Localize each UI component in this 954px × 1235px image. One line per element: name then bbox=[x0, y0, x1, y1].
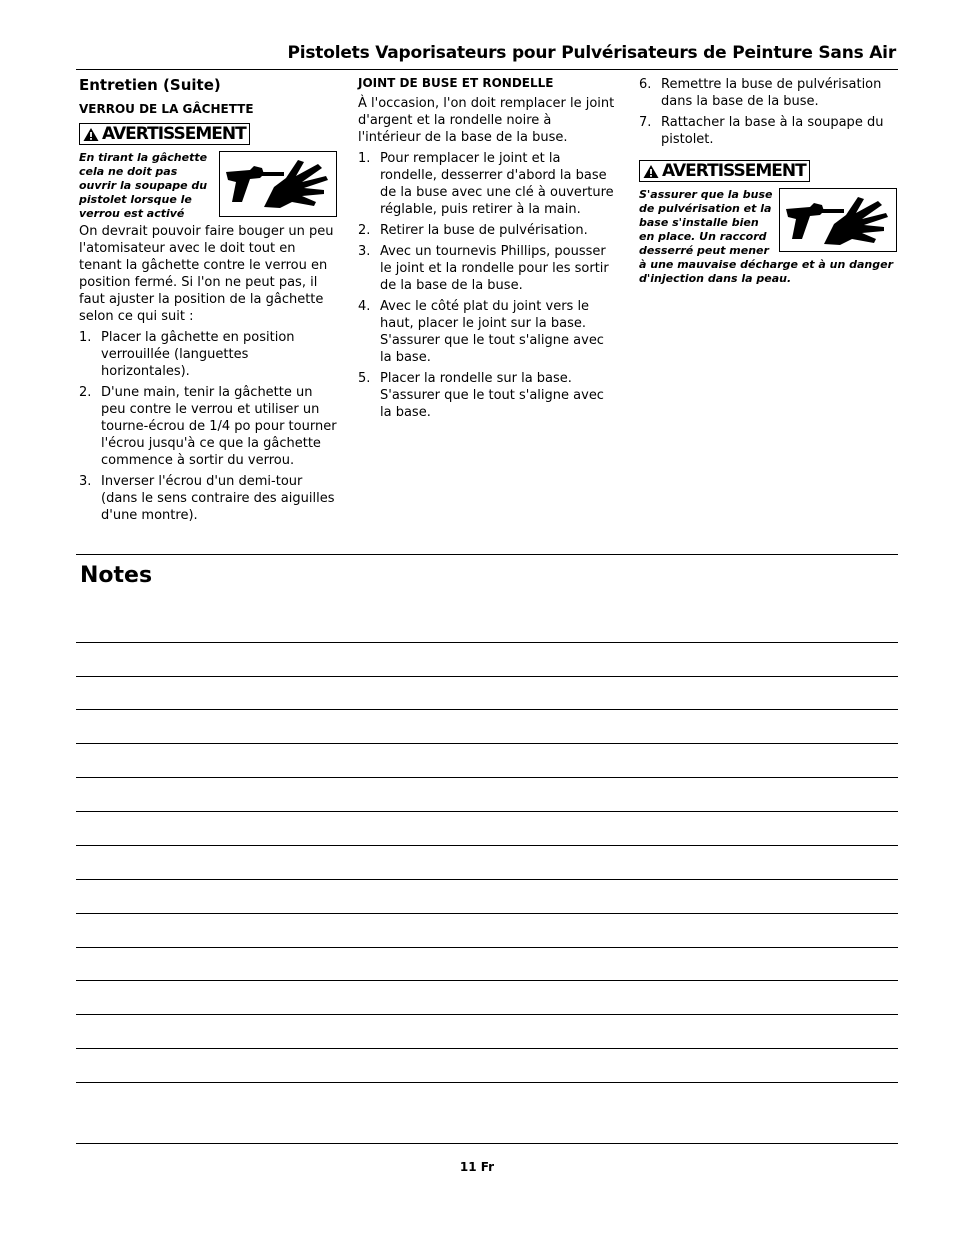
list-item: 3. Avec un tournevis Phillips, pousser le joint et la rondelle pour les sortir de la base de la buse. bbox=[358, 244, 609, 293]
header-rule bbox=[76, 69, 898, 70]
note-line bbox=[76, 642, 898, 643]
list-item: 4. Avec le côté plat du joint vers le haut, placer le joint sur la base. S'assurer que le tout s'aligne avec la base. bbox=[358, 299, 604, 365]
warning-text: En tirant la gâchette cela ne doit pas ouvrir la soupape du pistolet lorsque le verrou est activé bbox=[79, 151, 208, 220]
intro-paragraph: On devrait pouvoir faire bouger un peu l'atomisateur avec le doit tout en tenant la gâchette contre le verrou en position fermé. Si l'on ne peut pas, il faut ajuster la position de la gâchette selon ce qui suit : bbox=[79, 224, 334, 324]
warning-triangle-icon bbox=[643, 164, 659, 179]
note-line bbox=[76, 676, 898, 677]
list-item: 6. Remettre la buse de pulvérisation dans la base de la buse. bbox=[639, 77, 882, 109]
column-trigger-lock bbox=[79, 76, 337, 528]
note-line bbox=[76, 913, 898, 914]
page-header-title: Pistolets Vaporisateurs pour Pulvérisateurs de Peinture Sans Air bbox=[287, 43, 896, 63]
gun-hand-icon bbox=[219, 151, 337, 217]
note-line bbox=[76, 743, 898, 744]
list-item: 3. Inverser l'écrou d'un demi-tour (dans le sens contraire des aiguilles d'une montre). bbox=[79, 474, 335, 523]
steps-list bbox=[639, 76, 897, 148]
warning-block bbox=[639, 188, 897, 286]
steps-list bbox=[358, 150, 616, 421]
list-item: 5. Placer la rondelle sur la base. S'assurer que le tout s'aligne avec la base. bbox=[358, 371, 604, 420]
list-item: 2. D'une main, tenir la gâchette un peu contre le verrou et utiliser un tourne-écrou de 1/4 po pour tourner l'écrou jusqu'à ce que la gâchette commence à sortir du verrou. bbox=[79, 385, 337, 468]
footer-rule bbox=[76, 1143, 898, 1144]
warning-label bbox=[639, 160, 810, 182]
list-item: 7. Rattacher la base à la soupape du pistolet. bbox=[639, 115, 884, 147]
page-number: 11 Fr bbox=[459, 1160, 495, 1174]
note-line bbox=[76, 811, 898, 812]
warning-label bbox=[79, 123, 250, 145]
note-line bbox=[76, 947, 898, 948]
column-reassembly bbox=[639, 76, 897, 286]
note-line bbox=[76, 709, 898, 710]
note-line bbox=[76, 879, 898, 880]
note-line bbox=[76, 980, 898, 981]
note-line bbox=[76, 845, 898, 846]
note-line bbox=[76, 1082, 898, 1083]
list-item: 2. Retirer la buse de pulvérisation. bbox=[358, 223, 588, 238]
warning-triangle-icon bbox=[83, 127, 99, 142]
subsection-heading: VERROU DE LA GÂCHETTE bbox=[79, 102, 254, 116]
column-nozzle-seal bbox=[358, 76, 616, 425]
subsection-heading: JOINT DE BUSE ET RONDELLE bbox=[358, 76, 554, 90]
list-item: 1. Pour remplacer le joint et la rondelle, desserrer d'abord la base de la buse avec une clé à ouverture réglable, puis retirer à la main. bbox=[358, 151, 614, 217]
warning-block bbox=[79, 151, 337, 221]
note-line bbox=[76, 1048, 898, 1049]
notes-title: Notes bbox=[80, 563, 153, 588]
gun-hand-icon bbox=[779, 188, 897, 252]
note-line bbox=[76, 777, 898, 778]
section-divider bbox=[76, 554, 898, 555]
steps-list bbox=[79, 329, 337, 524]
warning-label-text: AVERTISSEMENT bbox=[102, 124, 246, 144]
note-line bbox=[76, 1014, 898, 1015]
warning-text: S'assurer que la buse de pulvérisation et la base s'installe bien en place. Un raccord desserré peut mener à une mauvaise décharge et à un danger d'injection dans la peau. bbox=[639, 188, 893, 285]
warning-label-text: AVERTISSEMENT bbox=[662, 161, 806, 181]
intro-paragraph: À l'occasion, l'on doit remplacer le joint d'argent et la rondelle noire à l'intérieur de la base de la buse. bbox=[358, 96, 615, 145]
list-item: 1. Placer la gâchette en position verrouillée (languettes horizontales). bbox=[79, 330, 295, 379]
section-heading: Entretien (Suite) bbox=[79, 76, 221, 94]
